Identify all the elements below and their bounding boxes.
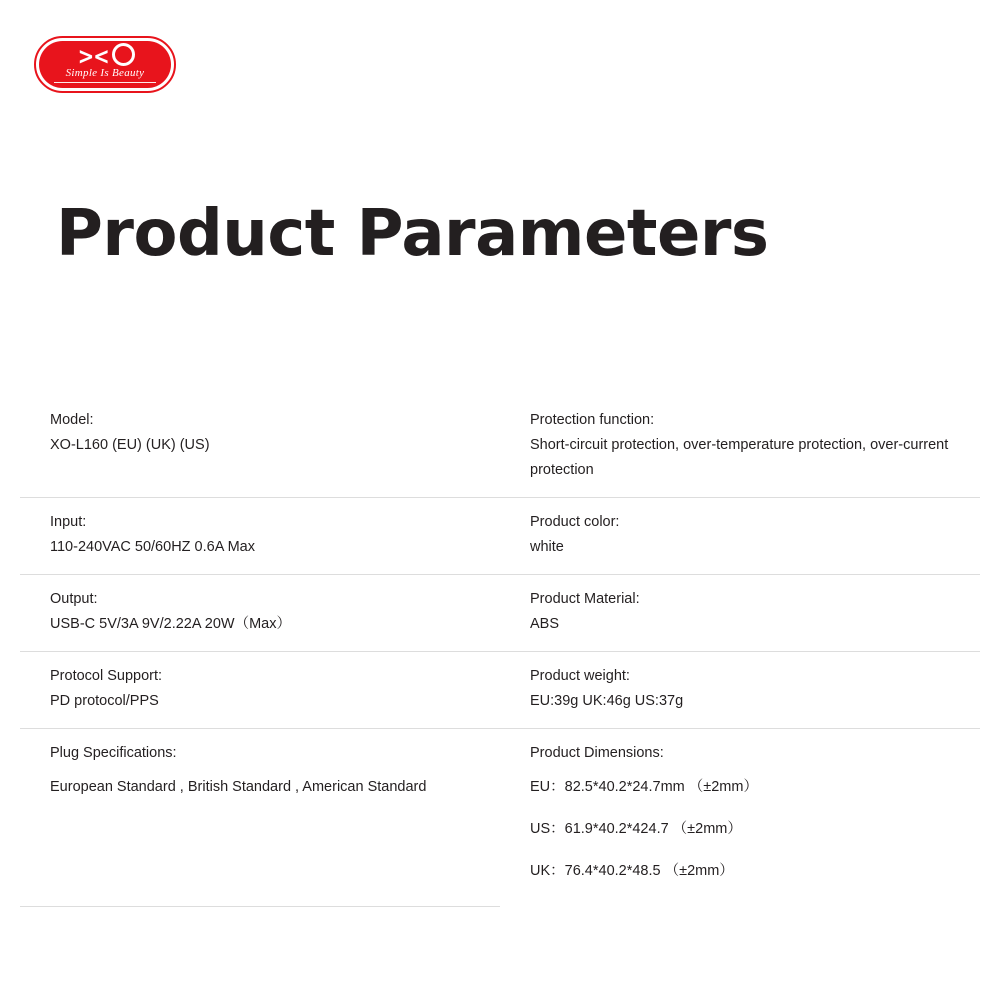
spec-label: Input: (50, 514, 87, 530)
spec-cell-product-material (500, 575, 980, 652)
spec-cell-output (20, 575, 500, 652)
spec-value: Short-circuit protection, over-temperature protection, over-current protection (530, 437, 949, 478)
spec-cell-protection-function (500, 396, 980, 498)
spec-cell-product-weight (500, 652, 980, 729)
spec-label: Output: (50, 591, 98, 607)
logo-divider (54, 82, 156, 83)
spec-label: Product color: (530, 514, 620, 530)
spec-value-eu: EU：82.5*40.2*24.7mm （±2mm） (530, 779, 758, 795)
spec-value-us: US：61.9*40.2*424.7 （±2mm） (530, 821, 742, 837)
spec-cell-input (20, 498, 500, 575)
spec-value: PD protocol/PPS (50, 693, 159, 709)
spec-value: white (530, 539, 564, 555)
spec-value-uk: UK：76.4*40.2*48.5 （±2mm） (530, 863, 734, 879)
table-row (20, 575, 980, 652)
table-row (20, 729, 980, 907)
spec-value: 110-240VAC 50/60HZ 0.6A Max (50, 539, 255, 555)
spec-label: Product Material: (530, 591, 640, 607)
spec-value: USB-C 5V/3A 9V/2.22A 20W（Max） (50, 616, 291, 632)
spec-label: Plug Specifications: (50, 745, 177, 761)
spec-label: Protection function: (530, 412, 655, 428)
page-title: Product Parameters (56, 197, 769, 271)
spec-value: XO-L160 (EU) (UK) (US) (50, 437, 210, 453)
spec-label: Product weight: (530, 668, 630, 684)
logo-tagline: Simple Is Beauty (65, 67, 145, 79)
spec-label: Product Dimensions: (530, 745, 664, 761)
logo-mark-icon: >< (34, 43, 176, 69)
spec-cell-product-dimensions (500, 729, 980, 907)
spec-value: ABS (530, 616, 560, 632)
spec-value: EU:39g UK:46g US:37g (530, 693, 684, 709)
table-row (20, 652, 980, 729)
spec-cell-product-color (500, 498, 980, 575)
spec-cell-plug-specifications (20, 729, 500, 907)
product-parameters-table (20, 396, 980, 907)
spec-label: Protocol Support: (50, 668, 163, 684)
table-row (20, 396, 980, 498)
table-row (20, 498, 980, 575)
spec-value: European Standard , British Standard , American Standard (50, 779, 427, 795)
spec-cell-model (20, 396, 500, 498)
spec-label: Model: (50, 412, 94, 428)
spec-cell-protocol-support (20, 652, 500, 729)
brand-logo (34, 36, 176, 93)
